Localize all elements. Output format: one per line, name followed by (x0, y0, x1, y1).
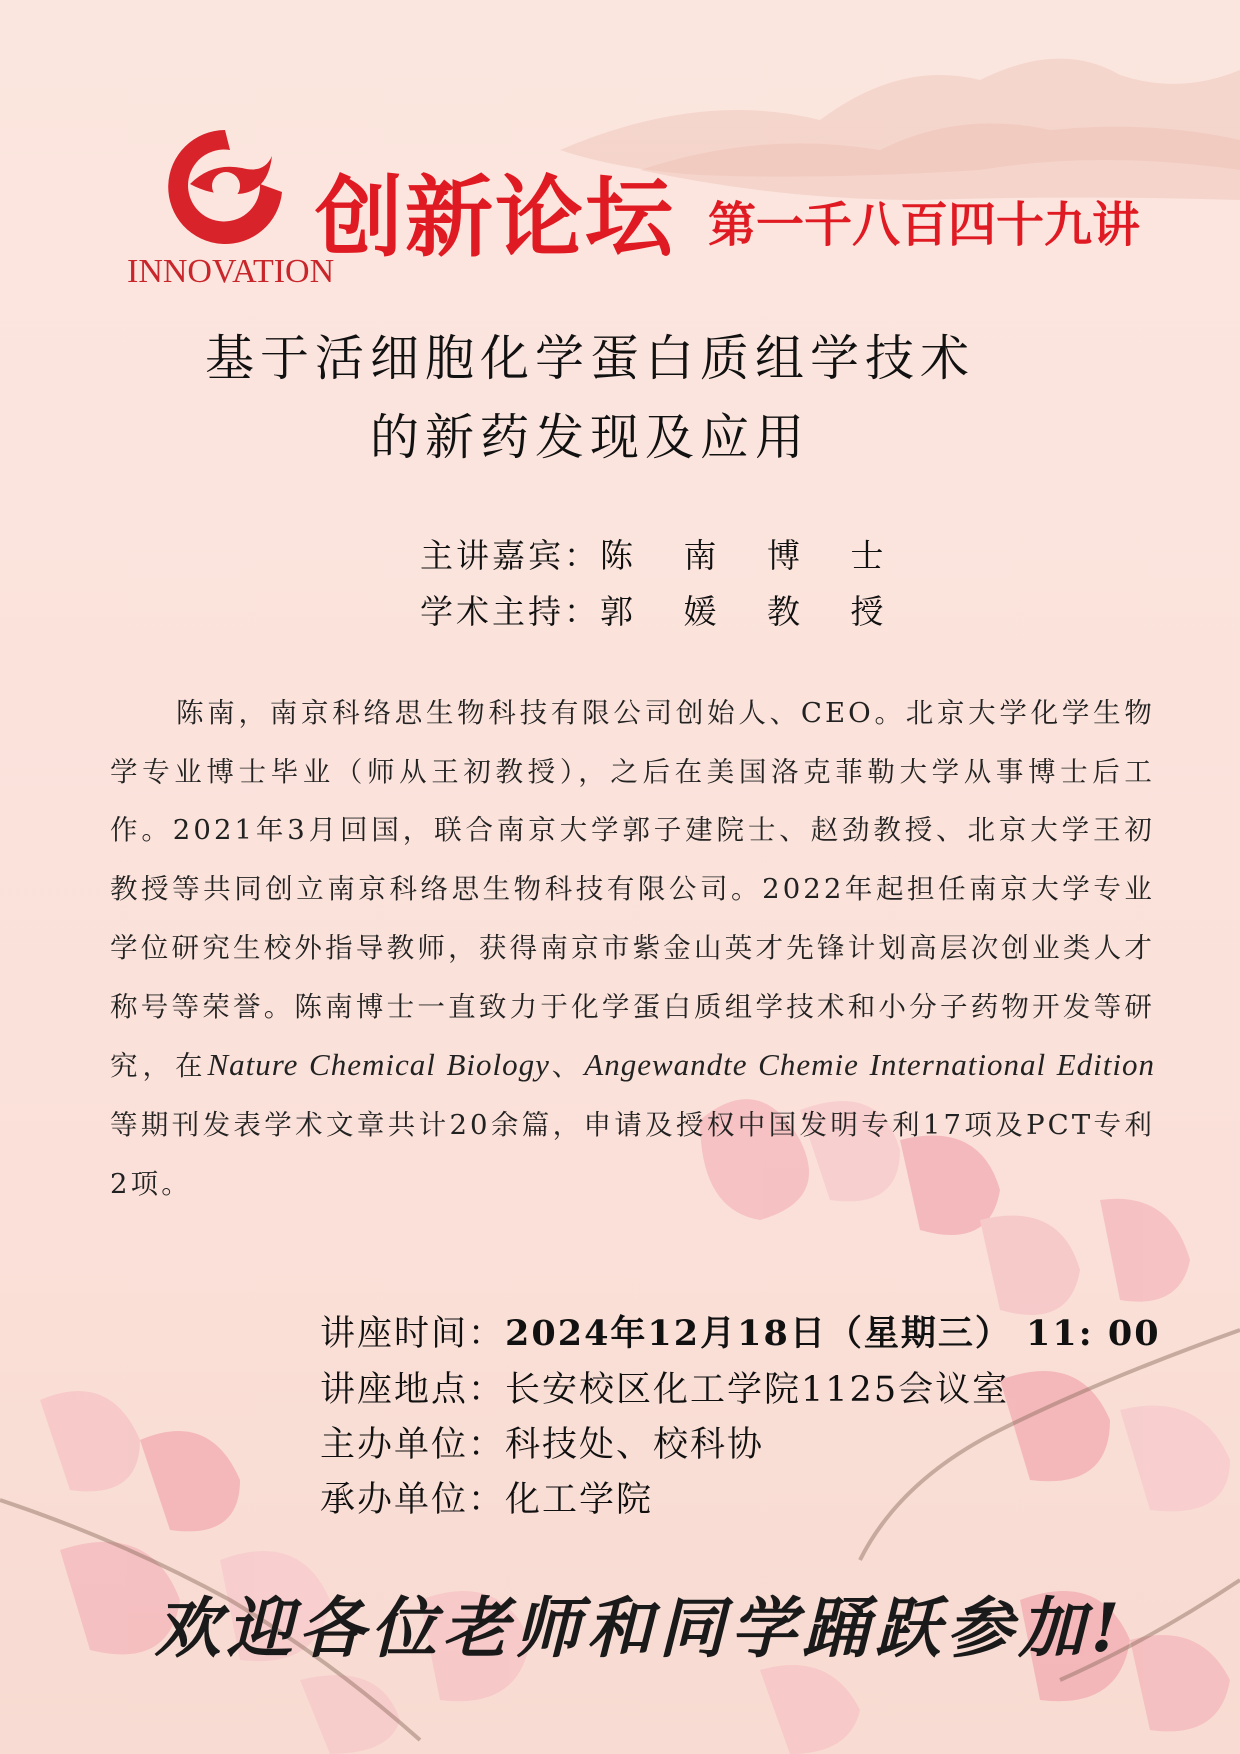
host-name: 郭 媛 教 授 (600, 592, 904, 631)
undertaker-value: 化工学院 (505, 1480, 654, 1520)
bio-text-1: 陈南，南京科络思生物科技有限公司创始人、CEO。北京大学化学生物学专业博士毕业（师从王初教授），之后在美国洛克菲勒大学从事博士后工作。2021年3月回国，联合南京大学郭子建院士、赵劲教授、北京大学王初教授等共同创立南京科络思生物科技有限公司。2022年起担任南京大学专业学位研究生校外指导教师，获得南京市紫金山英才先锋计划高层次创业类人才称号等荣誉。陈南博士一直致力于化学蛋白质组学技术和小分子药物开发等研究，在 (110, 697, 1155, 1083)
speaker-name: 陈 南 博 士 (600, 536, 904, 575)
organizer-label: 主办单位： (320, 1425, 506, 1465)
host-line (420, 586, 903, 633)
host-label: 学术主持： (420, 592, 600, 631)
undertaker (320, 1472, 653, 1522)
organizer-value: 科技处、校科协 (505, 1425, 765, 1465)
place-label: 讲座地点： (320, 1370, 506, 1410)
lecture-place (320, 1362, 1009, 1412)
speaker-bio (110, 684, 1155, 1213)
lecture-title-line2: 的新药发现及应用 (369, 409, 810, 466)
welcome-slogan: 欢迎各位老师和同学踊跃参加! (154, 1589, 1126, 1667)
speaker-label: 主讲嘉宾： (420, 536, 600, 575)
bio-text-3: 等期刊发表学术文章共计20余篇，申请及授权中国发明专利17项及PCT专利2项。 (110, 1108, 1155, 1200)
logo-text: INNOVATION (127, 253, 335, 290)
place-value: 长安校区化工学院1125会议室 (505, 1370, 1010, 1410)
lecture-time (320, 1306, 1161, 1356)
journal-name-2: Angewandte Chemie International Edition (584, 1047, 1156, 1083)
journal-name-1: Nature Chemical Biology (207, 1047, 550, 1083)
time-value: 2024年12月18日（星期三） 11: 00 (505, 1313, 1161, 1354)
innovation-logo-icon (160, 122, 290, 252)
speaker-line (420, 530, 903, 577)
lecture-number: 第一千八百四十九讲 (708, 197, 1141, 253)
organizer (320, 1417, 764, 1467)
time-label: 讲座时间： (320, 1314, 506, 1354)
lecture-title-line1: 基于活细胞化学蛋白质组学技术 (204, 330, 975, 387)
bio-text-2: 、 (549, 1050, 585, 1083)
undertaker-label: 承办单位： (320, 1480, 506, 1520)
forum-title: 创新论坛 (315, 166, 676, 269)
